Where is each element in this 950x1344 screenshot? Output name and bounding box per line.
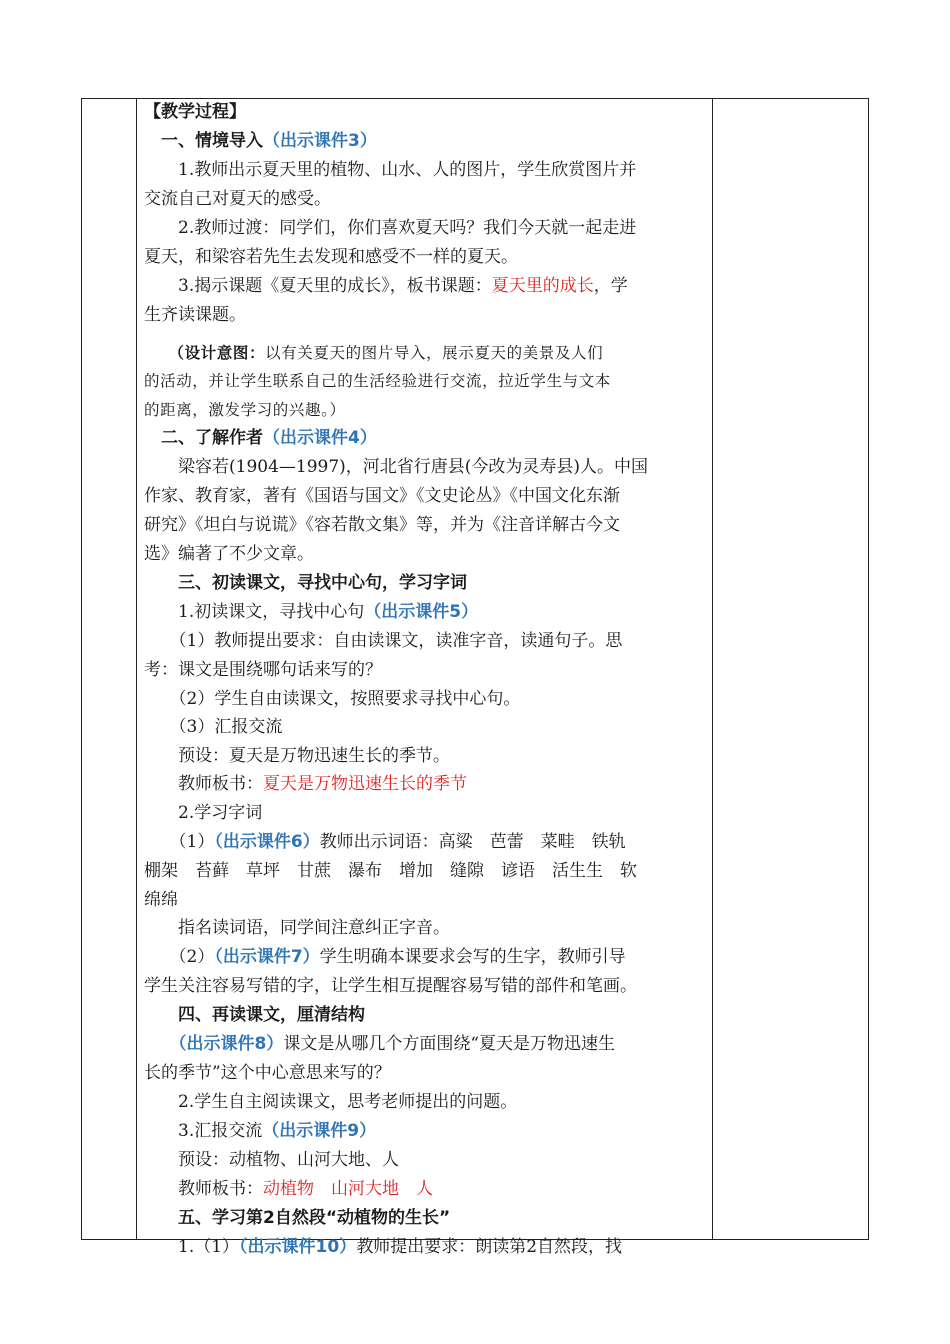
text-line [144, 301, 246, 330]
courseware-tag: （出示课件3） [263, 131, 377, 151]
text-segment: 教师提出要求：朗读第2自然段，找 [356, 1237, 623, 1257]
text-segment: 设计意图： [184, 343, 266, 362]
text-line [144, 1030, 615, 1059]
text-line [144, 243, 518, 272]
text-segment: 二、了解作者 [144, 428, 263, 448]
board-note: 动植物 山河大地 人 [263, 1179, 433, 1199]
text-segment: 2.学习字词 [144, 803, 263, 823]
text-segment: 学生关注容易写错的字，让学生相互提醒容易写错的部件和笔画。 [144, 976, 637, 996]
text-segment: 2.教师过渡：同学们，你们喜欢夏天吗？我们今天就一起走进 [144, 218, 637, 238]
text-segment: 梁容若(1904—1997)，河北省行唐县(今改为灵寿县)人。中国 [144, 457, 649, 477]
text-segment: （2） [144, 947, 215, 967]
text-segment: 的活动，并让学生联系自己的生活经验进行交流，拉近学生与文本 [144, 372, 611, 390]
text-segment: 作家、教育家，著有《国语与国文》《文史论丛》《中国文化东渐 [144, 486, 620, 506]
text-segment: 研究》《坦白与说谎》《容若散文集》等，并为《注音详解古今文 [144, 515, 620, 535]
table-column-divider-right [712, 99, 713, 1239]
text-segment: 三、初读课文，寻找中心句，学习字词 [144, 573, 467, 593]
text-segment: 以有关夏天的图片导入，展示夏天的美景及人们 [265, 344, 604, 362]
courseware-tag: （出示课件5） [364, 602, 479, 622]
text-line [144, 1146, 399, 1175]
text-segment: 预设：夏天是万物迅速生长的季节。 [144, 746, 450, 766]
text-line [144, 713, 282, 742]
text-segment: 预设：动植物、山河大地、人 [144, 1150, 399, 1170]
text-segment: 夏天，和梁容若先生去发现和感受不一样的夏天。 [144, 247, 518, 267]
text-line [144, 1001, 365, 1030]
text-segment: 五、学习第2自然段“动植物的生长” [144, 1208, 451, 1228]
text-line [144, 453, 648, 482]
courseware-tag: （出示课件10） [239, 1237, 357, 1257]
text-segment: 1.（1） [144, 1237, 240, 1257]
board-note: 夏天是万物迅速生长的季节 [263, 774, 467, 794]
text-segment: （ [144, 343, 185, 362]
text-segment: （3）汇报交流 [144, 717, 283, 737]
text-segment: （2）学生自由读课文，按照要求寻找中心句。 [144, 689, 521, 709]
text-line [144, 943, 626, 972]
text-segment: 选》编著了不少文章。 [144, 544, 314, 564]
text-segment: 教师板书： [144, 774, 263, 794]
text-segment: 课文是从哪几个方面围绕“夏天是万物迅速生 [283, 1034, 616, 1054]
text-line [144, 127, 377, 156]
text-segment: 长的季节”这个中心意思来写的？ [144, 1063, 391, 1083]
courseware-tag: （出示课件7） [214, 947, 320, 967]
text-line [144, 886, 178, 915]
table-column-divider-left [136, 99, 137, 1239]
courseware-tag: （出示课件9） [262, 1121, 377, 1141]
text-segment: 交流自己对夏天的感受。 [144, 189, 331, 209]
text-line [144, 1175, 433, 1204]
text-segment: 的距离，激发学习的兴趣。） [144, 401, 346, 419]
text-segment: 棚架 苔藓 草坪 甘蔗 瀑布 增加 缝隙 谚语 活生生 软 [144, 861, 637, 881]
text-segment: 2.学生自主阅读课文，思考老师提出的问题。 [144, 1092, 518, 1112]
text-segment: 学生明确本课要求会写的生字，教师引导 [319, 947, 626, 967]
text-line [144, 540, 314, 569]
courseware-tag: （出示课件8） [178, 1034, 284, 1054]
text-line [144, 972, 637, 1001]
text-line [144, 770, 467, 799]
text-segment: 指名读词语，同学间注意纠正字音。 [144, 918, 450, 938]
text-line [144, 214, 636, 243]
text-segment: 四、再读课文，厘清结构 [144, 1005, 365, 1025]
text-line [144, 1088, 517, 1117]
text-line [144, 857, 637, 886]
text-segment: 绵绵 [144, 890, 178, 910]
courseware-tag: （出示课件4） [263, 428, 377, 448]
text-line [144, 185, 331, 214]
text-line [144, 424, 377, 453]
text-segment: ，学 [593, 276, 628, 296]
text-line [144, 656, 382, 685]
section-heading: 【教学过程】 [144, 102, 246, 122]
text-segment: 一、情境导入 [144, 131, 263, 151]
text-segment: （1） [144, 832, 215, 852]
text-line [144, 156, 636, 185]
text-segment: 教师板书： [144, 1179, 263, 1199]
text-segment: 生齐读课题。 [144, 305, 246, 325]
text-segment [144, 1034, 178, 1054]
text-line [144, 1117, 376, 1146]
courseware-tag: （出示课件6） [214, 832, 320, 852]
text-segment: 3.汇报交流 [144, 1121, 263, 1141]
text-line [144, 627, 622, 656]
text-segment: （1）教师提出要求：自由读课文，读准字音，读通句子。思 [144, 631, 623, 651]
board-note: 夏天里的成长 [491, 276, 594, 296]
text-line [144, 1204, 450, 1233]
text-segment: 1.初读课文，寻找中心句 [144, 602, 365, 622]
text-line [144, 396, 346, 425]
text-line [144, 1233, 622, 1262]
text-segment: 教师出示词语：高粱 芭蕾 菜畦 铁轨 [319, 832, 626, 852]
text-segment: 3.揭示课题《夏天里的成长》，板书课题： [144, 276, 492, 296]
text-line [144, 367, 611, 396]
text-line [144, 598, 478, 627]
text-line [144, 914, 450, 943]
text-line [144, 742, 450, 771]
text-line [144, 799, 262, 828]
text-segment: 考：课文是围绕哪句话来写的？ [144, 660, 382, 680]
text-segment: 1.教师出示夏天里的植物、山水、人的图片，学生欣赏图片并 [144, 160, 637, 180]
text-line [144, 482, 620, 511]
text-line [144, 511, 620, 540]
text-line [144, 569, 467, 598]
text-line [144, 685, 520, 714]
text-line [144, 338, 603, 368]
text-line [144, 828, 626, 857]
text-line [144, 272, 628, 301]
text-line [144, 1059, 391, 1088]
